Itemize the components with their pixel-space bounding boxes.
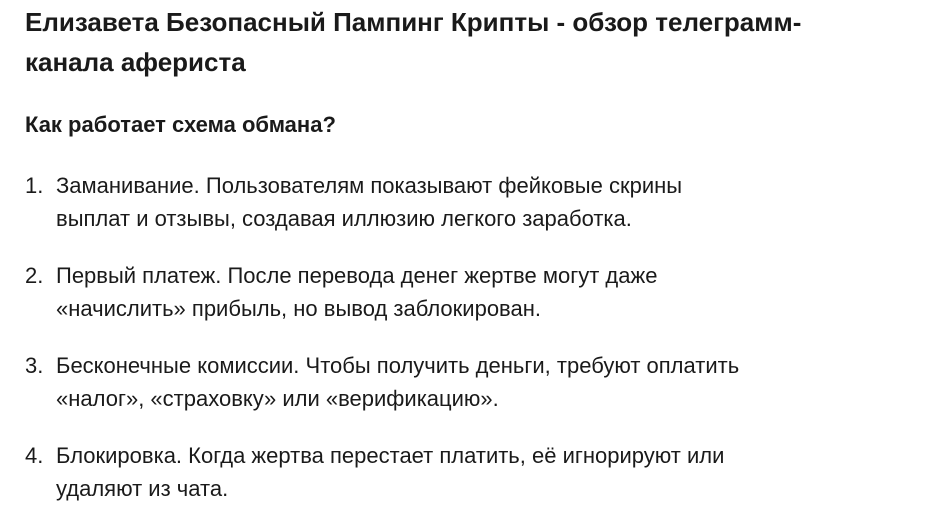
list-item	[25, 169, 905, 235]
list-item-text: Бесконечные комиссии. Чтобы получить деньги, требуют оплатить «налог», «страховку» или «верификацию».	[56, 353, 740, 411]
scam-scheme-steps-list	[25, 169, 905, 505]
list-item-number: 2.	[25, 263, 44, 288]
list-item-text: Блокировка. Когда жертва перестает платить, её игнорируют или удаляют из чата.	[56, 443, 725, 501]
list-item-number: 4.	[25, 443, 44, 468]
list-item	[25, 259, 905, 325]
list-item-text: Заманивание. Пользователям показывают фейковые скрины выплат и отзывы, создавая иллюзию легкого заработка.	[56, 173, 683, 231]
section-heading: Как работает схема обмана?	[25, 112, 336, 137]
list-item	[25, 349, 905, 415]
list-item	[25, 439, 905, 505]
list-item-number: 3.	[25, 353, 44, 378]
list-item-number: 1.	[25, 173, 44, 198]
list-item-text: Первый платеж. После перевода денег жертве могут даже «начислить» прибыль, но вывод заблокирован.	[56, 263, 658, 321]
page-title: Елизавета Безопасный Пампинг Крипты - обзор телеграмм-канала афериста	[25, 7, 802, 77]
